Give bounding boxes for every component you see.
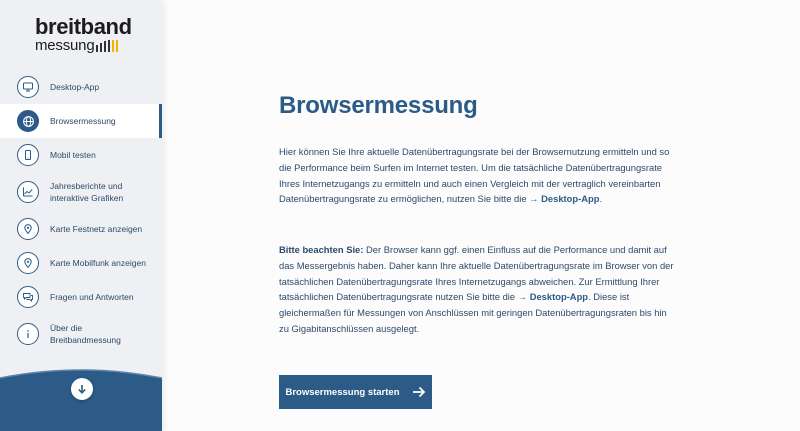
sidebar-item-label: Karte Mobilfunk anzeigen [50, 258, 146, 268]
sidebar-item-desktop-app[interactable] [0, 70, 162, 104]
button-label: Browsermessung starten [285, 386, 400, 398]
sidebar-item-mobil-testen[interactable] [0, 138, 162, 172]
monitor-icon [17, 76, 39, 98]
arrow-down-icon [76, 383, 88, 395]
arrow-right-icon: → [517, 291, 530, 303]
desktop-app-link[interactable]: → Desktop-App [529, 193, 600, 205]
scroll-down-button[interactable] [71, 378, 93, 400]
sidebar-item-karte-festnetz[interactable] [0, 212, 162, 246]
sidebar-item-label: Desktop-App [50, 82, 100, 92]
chat-icon [17, 286, 39, 308]
smartphone-icon [17, 144, 39, 166]
sidebar-item-ueber[interactable] [0, 314, 162, 354]
globe-icon [17, 110, 39, 132]
sidebar-item-jahresberichte[interactable] [0, 172, 162, 212]
sidebar-item-label: Karte Festnetz anzeigen [50, 224, 143, 234]
arrow-right-icon [412, 386, 426, 398]
sidebar-item-label: Über die Breitbandmessung [50, 323, 121, 345]
logo[interactable] [35, 16, 135, 54]
page-title: Browsermessung [279, 92, 478, 119]
sidebar-item-label: Fragen und Antworten [50, 292, 134, 302]
sidebar-item-fragen-antworten[interactable] [0, 280, 162, 314]
logo-bars-icon [96, 40, 118, 52]
logo-text-bottom: messung [35, 37, 95, 54]
sidebar-item-browsermessung[interactable] [0, 104, 162, 138]
desktop-app-link[interactable]: → Desktop-App [517, 291, 589, 303]
sidebar [0, 0, 162, 431]
sidebar-item-karte-mobilfunk[interactable] [0, 246, 162, 280]
map-pin-icon [17, 252, 39, 274]
sidebar-item-label: Jahresberichte und interaktive Grafiken [50, 181, 124, 203]
arrow-right-icon: → [529, 193, 542, 205]
notice-paragraph: Bitte beachten Sie: Der Browser kann ggf. einen Einfluss auf die Performance und damit auf das Messergebnis haben. Daher kann Ihre aktuelle Datenübertragungsrate im Browser von der tatsächlichen Datenübertragungsrate Ihres Internetzugangs abweichen. Zur Ermittlung Ihrer tatsächlichen Datenübertragungsrate nutzen Sie bitte die → Desktop-App. Diese ist gleichermaßen für Messungen von Anschlüssen mit geringen Datenübertragungsraten bis hin zu Gigabitanschlüssen ausgelegt. [279, 244, 674, 334]
sidebar-item-label: Browsermessung [50, 116, 116, 126]
intro-paragraph: Hier können Sie Ihre aktuelle Datenübertragungsrate bei der Browsernutzung ermitteln und so die Performance beim Surfen im Internet testen. Um die tatsächliche Datenübertragungsrate Ihres Internetzugangs zu ermitteln und auch einen Vergleich mit der vertraglich vereinbarten Datenübertragungsrate zu ermöglichen, nutzen Sie bitte die → Desktop-App. [279, 146, 670, 205]
sidebar-nav [0, 70, 162, 354]
start-browsermessung-button[interactable] [279, 375, 432, 409]
sidebar-item-label: Mobil testen [50, 150, 96, 160]
logo-text-top: breitband [35, 14, 132, 39]
info-icon [17, 323, 39, 345]
map-pin-icon [17, 218, 39, 240]
chart-icon [17, 181, 39, 203]
